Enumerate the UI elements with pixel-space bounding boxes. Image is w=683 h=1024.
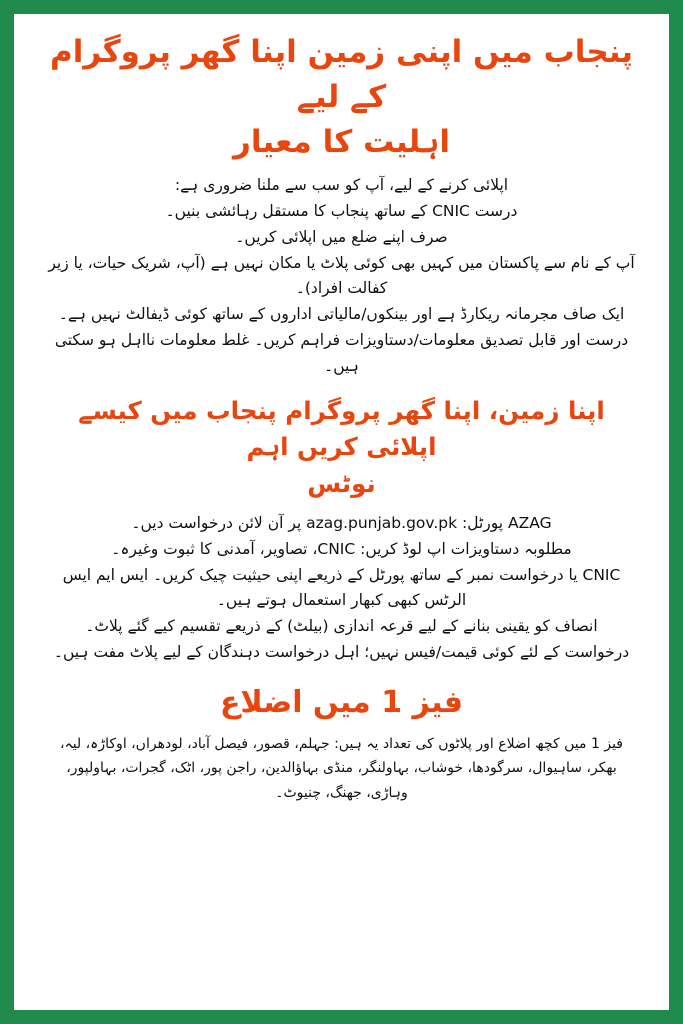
phase1-districts-text: فیز 1 میں کچھ اضلاع اور پلاٹوں کی تعداد یہ ہیں: جہلم، قصور، فیصل آباد، لودھراں، اوکاڑہ، لیہ، بھکر، ساہیوال، سرگودھا، خوشاب، بہاولنگر، منڈی بہاؤالدین، راجن پور، اٹک، گجرات، بہاولپور، وہاڑی، جھنگ، چنیوٹ۔ <box>59 735 623 801</box>
eligibility-item-2: صرف اپنے ضلع میں اپلائی کریں۔ <box>235 228 448 247</box>
phase1-districts-heading: فیز 1 میں اضلاع <box>219 684 464 720</box>
step-item-1: AZAG پورٹل: azag.punjab.gov.pk پر آن لائن درخواست دیں۔ <box>131 513 552 532</box>
how-to-apply-heading-line-1: اپنا زمین، اپنا گھر پروگرام پنجاب میں کیسے اپلائی کریں اہم <box>78 395 605 462</box>
how-to-apply-heading-line-2: نوٹس <box>307 469 376 499</box>
step-item-4: انصاف کو یقینی بنانے کے لیے قرعہ اندازی (بیلٹ) کے ذریعے تقسیم کیے گئے پلاٹ۔ <box>85 617 598 636</box>
eligibility-item-5: درست اور قابل تصدیق معلومات/دستاویزات فراہم کریں۔ غلط معلومات نااہل ہو سکتی ہیں۔ <box>54 331 629 375</box>
page-title-line-1: پنجاب میں اپنی زمین اپنا گھر پروگرام کے لیے <box>50 34 633 115</box>
step-item-2: مطلوبہ دستاویزات اپ لوڈ کریں: CNIC، تصاویر، آمدنی کا ثبوت وغیرہ۔ <box>111 540 572 559</box>
eligibility-item-4: ایک صاف مجرمانہ ریکارڈ ہے اور بینکوں/مالیاتی اداروں کے ساتھ کوئی ڈیفالٹ نہیں ہے۔ <box>58 305 625 324</box>
eligibility-item-1: درست CNIC کے ساتھ پنجاب کا مستقل رہائشی بنیں۔ <box>165 201 518 220</box>
step-item-5: درخواست کے لئے کوئی قیمت/فیس نہیں؛ اہل درخواست دہندگان کے لیے پلاٹ مفت ہیں۔ <box>53 643 630 662</box>
eligibility-section <box>40 173 643 379</box>
how-to-apply-heading <box>40 393 643 503</box>
eligibility-item-3: آپ کے نام سے پاکستان میں کہیں بھی کوئی پلاٹ یا مکان نہیں ہے (آپ، شریک حیات، یا زیر کفالت افراد)۔ <box>48 254 635 298</box>
page-title-line-2: اہلیت کا معیار <box>233 123 450 160</box>
steps-section <box>40 511 643 666</box>
step-item-3: CNIC یا درخواست نمبر کے ساتھ پورٹل کے ذریعے اپنی حیثیت چیک کریں۔ ایس ایم ایس الرٹس کبھی کبھار استعمال ہوتے ہیں۔ <box>62 566 621 610</box>
eligibility-intro: اپلائی کرنے کے لیے، آپ کو سب سے ملنا ضروری ہے: <box>174 175 509 194</box>
phase1-districts-section <box>40 732 643 806</box>
page-title <box>40 30 643 165</box>
